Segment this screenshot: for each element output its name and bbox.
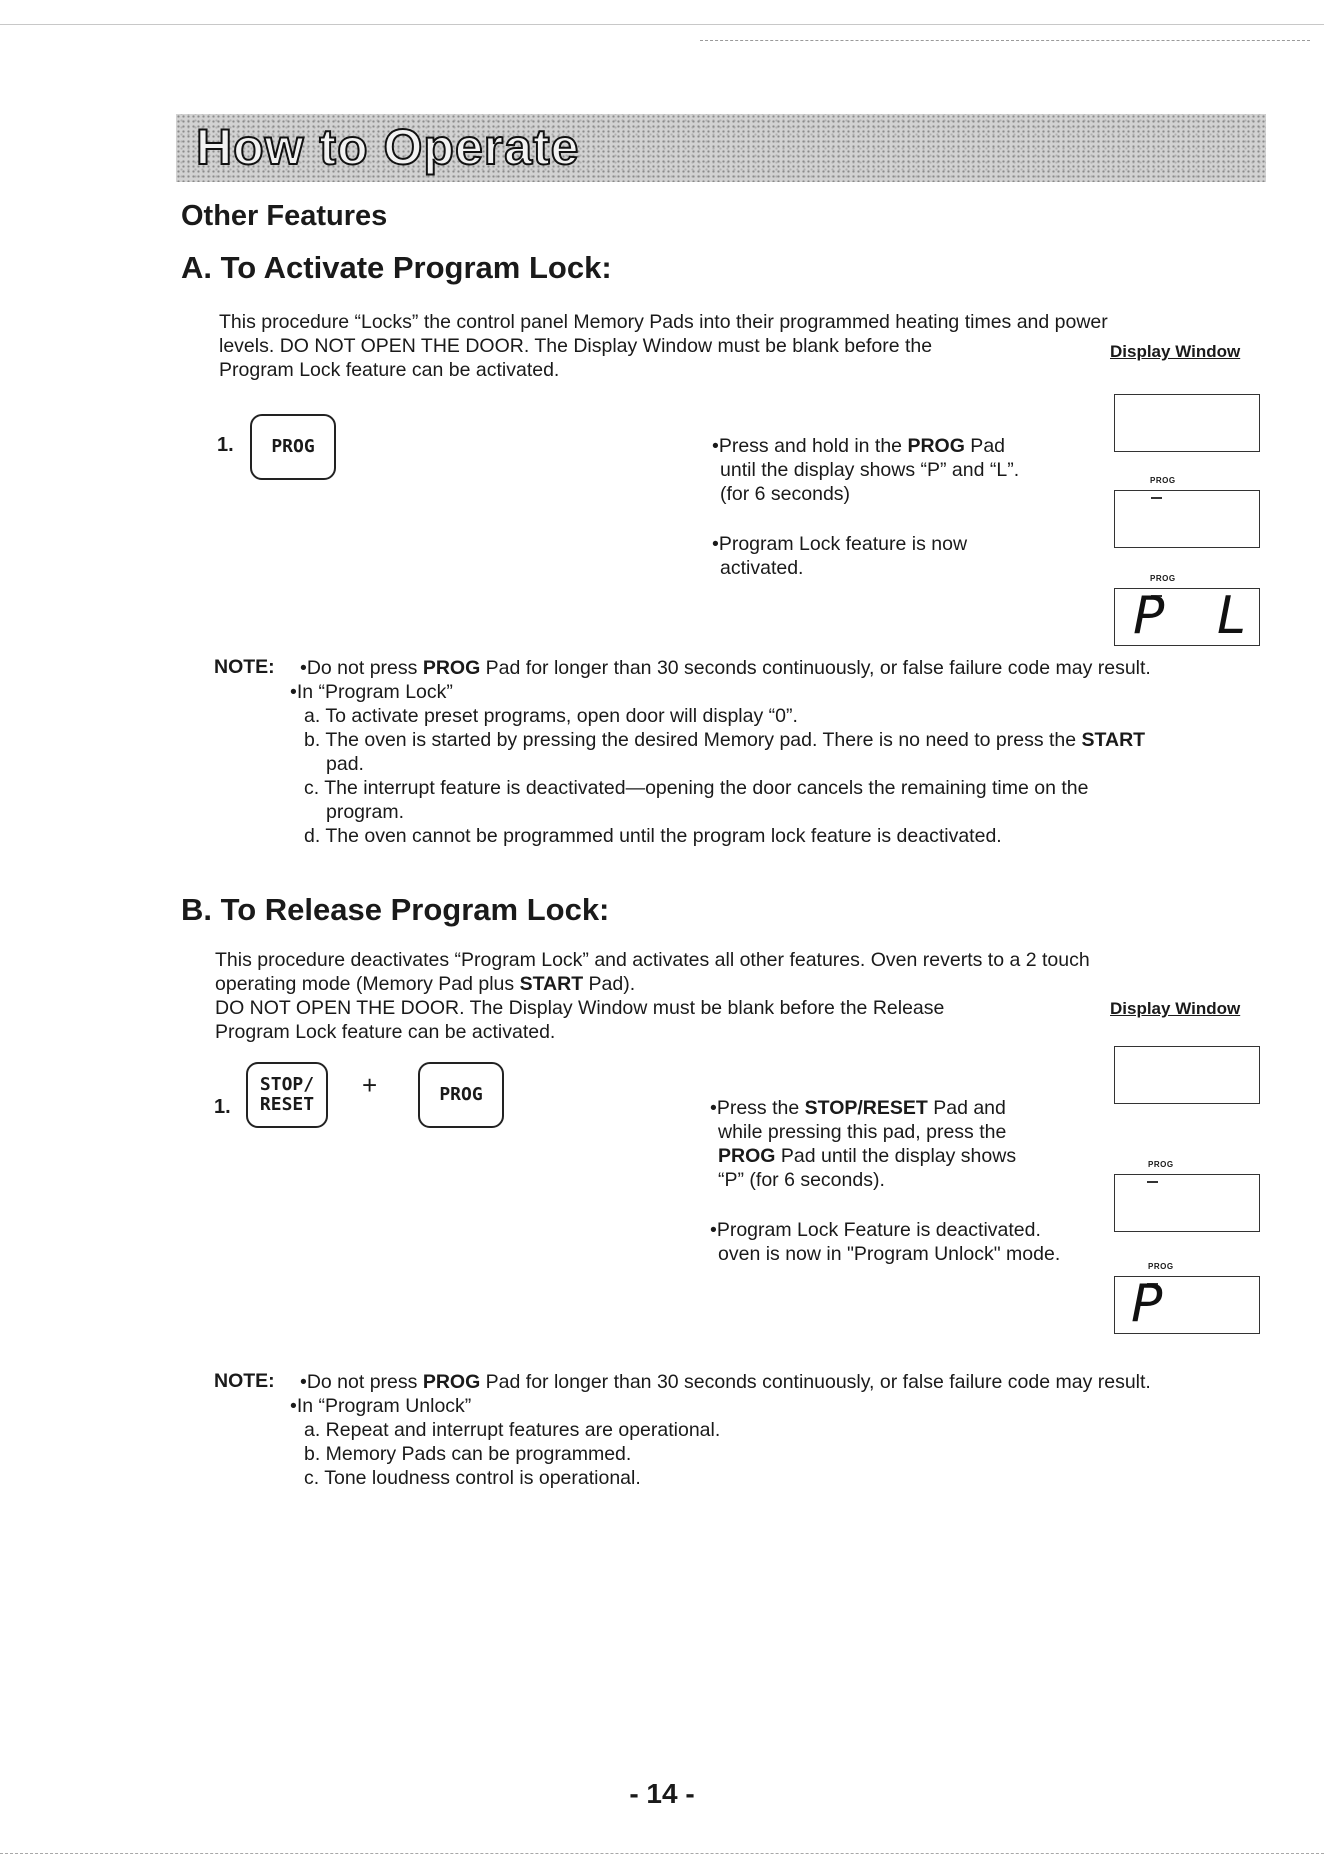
note-item: b. The oven is started by pressing the desired Memory pad. There is no need to press the START: [304, 729, 1146, 751]
note-item: d. The oven cannot be programmed until the program lock feature is deactivated.: [304, 825, 1002, 847]
note-item: a. Repeat and interrupt features are operational.: [304, 1419, 721, 1441]
display-window-blank: [1114, 1046, 1260, 1104]
note-item: a. To activate preset programs, open door will display “0”.: [304, 705, 798, 727]
display-char-l: L: [1217, 586, 1246, 646]
prog-indicator-mark: [1147, 1181, 1158, 1183]
instruction-bullet: •Program Lock feature is now activated.: [712, 533, 968, 579]
section-b-intro: This procedure deactivates “Program Lock” and activates all other features. Oven reverts to a 2 touch operating mode (Memory Pad plus START Pad). DO NOT OPEN THE DOOR. The Display Window must be blank before the Release Program Lock feature can be activated.: [215, 949, 1090, 1043]
instruction-bullet: •Press and hold in the PROG Pad until the display shows “P” and “L”. (for 6 seconds): [712, 435, 1020, 505]
prog-indicator-label: PROG: [1148, 1160, 1174, 1169]
display-window-p-l: [1114, 588, 1260, 646]
display-window-prog: [1114, 1174, 1260, 1232]
intro-line: Program Lock feature can be activated.: [219, 359, 560, 381]
prog-indicator-label: PROG: [1150, 476, 1176, 485]
prog-indicator-label: PROG: [1150, 574, 1176, 583]
note-label: NOTE:: [214, 1370, 275, 1392]
note-item: c. The interrupt feature is deactivated—opening the door cancels the remaining time on the: [304, 777, 1089, 799]
step-number: 1.: [214, 1096, 231, 1118]
page-number: - 14 -: [629, 1778, 695, 1809]
section-a-heading: A. To Activate Program Lock:: [181, 250, 612, 285]
note-line: •In “Program Lock”: [290, 681, 453, 703]
intro-line: levels. DO NOT OPEN THE DOOR. The Display Window must be blank before the: [219, 335, 933, 357]
display-window-label: Display Window: [1110, 342, 1241, 361]
step-number: 1.: [217, 434, 234, 456]
display-window-label: Display Window: [1110, 999, 1241, 1018]
bottom-rule: [0, 1853, 1324, 1854]
banner-title: How to Operate: [196, 119, 580, 175]
prog-indicator-mark: [1151, 497, 1162, 499]
note-item: c. Tone loudness control is operational.: [304, 1467, 641, 1489]
display-char-p: P: [1133, 586, 1165, 646]
plus-sign: +: [362, 1070, 378, 1100]
instruction-bullet: •Press the STOP/RESET Pad and while pressing this pad, press the PROG Pad until the display shows “P” (for 6 seconds).: [710, 1097, 1017, 1191]
note-item-cont: pad.: [326, 753, 364, 775]
note-line: •In “Program Unlock”: [290, 1395, 472, 1417]
display-window-p: [1114, 1276, 1260, 1334]
note-line: •Do not press PROG Pad for longer than 30 seconds continuously, or false failure code may result.: [300, 1371, 1151, 1393]
display-char-p: P: [1131, 1274, 1163, 1334]
note-item: b. Memory Pads can be programmed.: [304, 1443, 632, 1465]
intro-line: This procedure “Locks” the control panel Memory Pads into their programmed heating times and power: [219, 311, 1108, 333]
note-line: •Do not press PROG Pad for longer than 30 seconds continuously, or false failure code may result.: [300, 657, 1151, 679]
instruction-bullet: •Program Lock Feature is deactivated. oven is now in "Program Unlock" mode.: [710, 1219, 1061, 1265]
display-window-prog: [1114, 490, 1260, 548]
prog-pad-button[interactable]: PROG: [250, 414, 336, 480]
prog-indicator-label: PROG: [1148, 1262, 1174, 1271]
note-item-cont: program.: [326, 801, 405, 823]
display-window-blank: [1114, 394, 1260, 452]
section-title: Other Features: [181, 200, 388, 232]
note-label: NOTE:: [214, 656, 275, 678]
top-rule: [0, 24, 1324, 25]
section-b-heading: B. To Release Program Lock:: [181, 892, 610, 927]
top-rule-dashed: [700, 40, 1310, 41]
stop-reset-pad-button[interactable]: STOP/ RESET: [246, 1062, 328, 1128]
prog-pad-button[interactable]: PROG: [418, 1062, 504, 1128]
